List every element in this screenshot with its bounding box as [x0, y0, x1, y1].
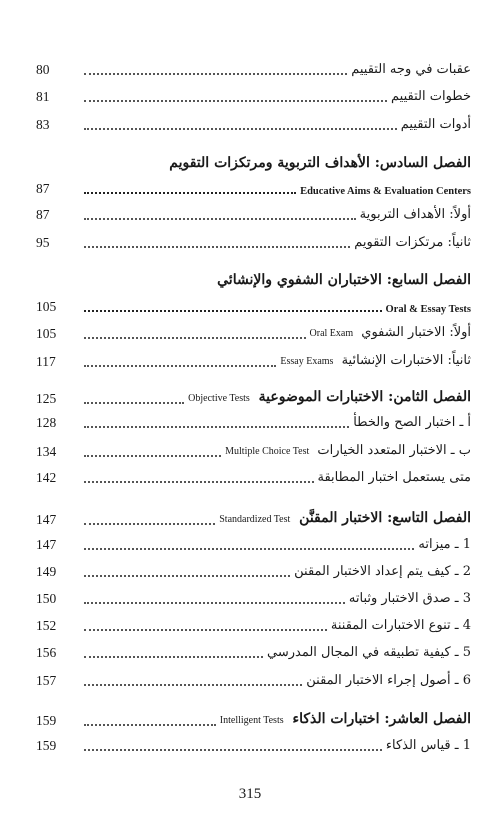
toc-page-number: 159 — [36, 713, 57, 728]
toc-latin-title: Oral Exam — [309, 328, 354, 339]
toc-title — [391, 89, 471, 105]
toc-title — [353, 415, 471, 431]
dot-leader — [84, 128, 397, 130]
chapter-heading — [36, 155, 471, 171]
toc-title — [306, 673, 471, 689]
toc-entry — [36, 117, 471, 133]
toc-entry — [36, 325, 471, 342]
toc-entry — [36, 470, 471, 486]
toc-page-number: 117 — [36, 354, 56, 369]
toc-page-number: 152 — [36, 618, 57, 633]
dot-leader — [84, 246, 350, 248]
toc-arabic-title: أدوات التقييم — [400, 117, 471, 132]
toc-title — [169, 155, 471, 171]
toc-page-number: 83 — [36, 117, 50, 132]
toc-title — [219, 510, 471, 528]
toc-arabic-title: 5 ـ كيفية تطبيقه في المجال المدرسي — [267, 645, 471, 660]
dot-leader — [84, 724, 216, 726]
toc-latin-title: Essay Exams — [280, 356, 334, 367]
toc-entry — [36, 353, 471, 370]
toc-title — [331, 618, 471, 634]
toc-title — [318, 470, 472, 486]
toc-title — [225, 443, 471, 460]
toc-entry — [36, 591, 471, 607]
toc-arabic-title: متى يستعمل اختبار المطابقة — [317, 470, 471, 485]
dot-leader — [84, 402, 184, 404]
toc-arabic-title: عقبات في وجه التقييم — [351, 62, 471, 77]
page-number: 315 — [238, 786, 262, 802]
toc-page-number: 149 — [36, 564, 57, 579]
toc-entry — [36, 443, 471, 460]
dot-leader — [84, 365, 276, 367]
dot-leader — [84, 337, 306, 339]
toc-title — [267, 645, 471, 661]
toc-title — [349, 591, 471, 607]
toc-arabic-title: 3 ـ صدق الاختبار وثباته — [348, 591, 471, 606]
toc-latin-title: Multiple Choice Test — [225, 446, 310, 457]
dot-leader — [84, 656, 263, 658]
toc-title — [188, 389, 471, 407]
toc-entry — [36, 564, 471, 580]
dot-leader — [84, 73, 347, 75]
toc-page-number: 81 — [36, 89, 50, 104]
dot-leader — [84, 548, 414, 550]
toc-title — [351, 62, 471, 78]
toc-arabic-title: أولاً: الاختبار الشفوي — [361, 325, 471, 340]
toc-arabic-title: أ ـ اختبار الصح والخطأ — [353, 415, 471, 430]
toc-page-number: 87 — [36, 207, 50, 222]
toc-latin-title: Intelligent Tests — [219, 715, 284, 726]
toc-title — [310, 325, 471, 342]
toc-title — [220, 711, 471, 729]
toc-title — [294, 564, 471, 580]
toc-arabic-title: 1 ـ قياس الذكاء — [385, 738, 471, 753]
dot-leader — [84, 684, 302, 686]
toc-entry — [36, 415, 471, 431]
toc-entry — [36, 62, 471, 78]
toc-entry — [36, 673, 471, 689]
dot-leader — [84, 100, 387, 102]
toc-page-number: 150 — [36, 591, 57, 606]
toc-title — [280, 353, 471, 370]
toc-title — [418, 537, 471, 553]
toc-title — [354, 235, 471, 251]
toc-page-number: 125 — [36, 391, 57, 406]
toc-page-number: 142 — [36, 470, 57, 485]
toc-arabic-title: 1 ـ ميزاته — [418, 537, 471, 552]
toc-page-number: 128 — [36, 415, 57, 430]
chapter-heading — [36, 389, 471, 407]
toc-page-number: 156 — [36, 645, 57, 660]
toc-arabic-title: خطوات التقييم — [391, 89, 471, 104]
toc-arabic-title: الفصل الثامن: الاختبارات الموضوعية — [258, 389, 471, 405]
toc-arabic-title: ب ـ الاختبار المتعدد الخيارات — [317, 443, 471, 458]
dot-leader — [84, 629, 327, 631]
toc-arabic-title: ثانياً: الاختبارات الإنشائية — [341, 353, 471, 368]
toc-page-number: 147 — [36, 537, 57, 552]
toc-entry — [36, 89, 471, 105]
chapter-heading — [36, 272, 471, 288]
toc-page-number: 87 — [36, 181, 50, 196]
toc-page-number: 157 — [36, 673, 57, 688]
dot-leader — [84, 218, 356, 220]
toc-entry — [36, 207, 471, 223]
toc-page-number: 80 — [36, 62, 50, 77]
toc-entry — [36, 299, 471, 315]
toc-english-title: Educative Aims & Evaluation Centers — [300, 186, 471, 197]
toc-arabic-title: 4 ـ تنوع الاختبارات المقننة — [330, 618, 471, 633]
dot-leader — [84, 749, 382, 751]
toc-arabic-title: الفصل السابع: الاختباران الشفوي والإنشائي — [217, 272, 471, 288]
toc-arabic-title: الفصل العاشر: اختبارات الذكاء — [292, 711, 471, 727]
toc-entry — [36, 181, 471, 197]
toc-title — [386, 738, 471, 754]
toc-arabic-title: الفصل التاسع: الاختبار المقنَّن — [299, 510, 471, 526]
toc-arabic-title: 2 ـ كيف يتم إعداد الاختبار المقنن — [294, 564, 471, 579]
chapter-heading — [36, 711, 471, 729]
toc-page-number: 95 — [36, 235, 50, 250]
toc-entry — [36, 738, 471, 754]
toc-page-number: 134 — [36, 444, 57, 459]
toc-latin-title: Standardized Test — [219, 514, 291, 525]
toc-page-number: 147 — [36, 512, 57, 527]
dot-leader — [84, 455, 221, 457]
toc-entry — [36, 235, 471, 251]
toc-latin-title: Objective Tests — [188, 393, 250, 404]
toc-title — [360, 207, 471, 223]
toc-page-number: 159 — [36, 738, 57, 753]
toc-page-number: 105 — [36, 299, 57, 314]
toc-entry — [36, 618, 471, 634]
dot-leader — [84, 481, 314, 483]
toc-entry — [36, 537, 471, 553]
toc-page-number: 105 — [36, 326, 57, 341]
chapter-heading — [36, 510, 471, 528]
toc-title — [401, 117, 471, 133]
toc-arabic-title: أولاً: الأهداف التربوية — [359, 207, 471, 222]
dot-leader — [84, 192, 296, 194]
dot-leader — [84, 523, 215, 525]
dot-leader — [84, 602, 345, 604]
toc-entry — [36, 645, 471, 661]
toc-arabic-title: ثانياً: مرتكزات التقويم — [354, 235, 471, 250]
dot-leader — [84, 426, 349, 428]
dot-leader — [84, 310, 382, 312]
toc-arabic-title: الفصل السادس: الأهداف التربوية ومرتكزات التقويم — [169, 155, 471, 171]
toc-arabic-title: 6 ـ أصول إجراء الاختبار المقنن — [306, 673, 471, 688]
toc-english-title: Oral & Essay Tests — [385, 304, 471, 315]
dot-leader — [84, 575, 290, 577]
toc-title — [217, 272, 471, 288]
